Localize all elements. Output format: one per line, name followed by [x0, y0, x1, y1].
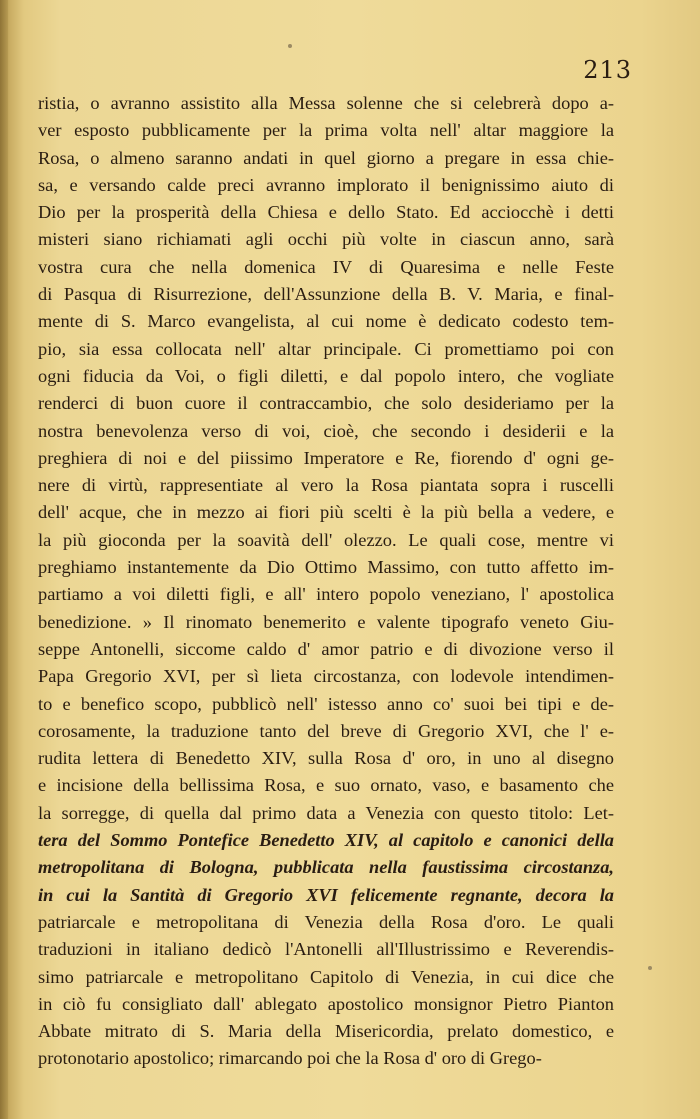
- text-line: in cui la Santità di Gregorio XVI felicemente regnante, decora la: [38, 884, 614, 905]
- text-line: traduzioni in italiano dedicò l'Antonelli all'Illustrissimo e Reverendis-: [38, 939, 614, 960]
- body-text: [38, 90, 614, 1073]
- text-line: vostra cura che nella domenica IV di Quaresima e nelle Feste: [38, 256, 614, 277]
- paper-speck: [648, 966, 652, 970]
- text-line: la più gioconda per la soavità dell' olezzo. Le quali cose, mentre vi: [38, 529, 614, 550]
- text-line: Papa Gregorio XVI, per sì lieta circostanza, con lodevole intendimen-: [38, 666, 614, 687]
- text-line: metropolitana di Bologna, pubblicata nella faustissima circostanza,: [38, 857, 614, 878]
- text-line: nostra benevolenza verso di voi, cioè, che secondo i desiderii e la: [38, 420, 614, 441]
- text-line: patriarcale e metropolitana di Venezia della Rosa d'oro. Le quali: [38, 911, 614, 932]
- text-line: Rosa, o almeno saranno andati in quel giorno a pregare in essa chie-: [38, 147, 614, 168]
- text-line: Dio per la prosperità della Chiesa e dello Stato. Ed acciocchè i detti: [38, 202, 614, 223]
- text-line: dell' acque, che in mezzo ai fiori più scelti è la più bella a vedere, e: [38, 502, 614, 523]
- page-binding-edge: [0, 0, 8, 1119]
- text-line: misteri siano richiamati agli occhi più volte in ciascun anno, sarà: [38, 229, 614, 250]
- text-line: Abbate mitrato di S. Maria della Misericordia, prelato domestico, e: [38, 1021, 614, 1042]
- text-line: ogni fiducia da Voi, o figli diletti, e dal popolo intero, che vogliate: [38, 365, 614, 386]
- text-line: seppe Antonelli, siccome caldo d' amor patrio e di divozione verso il: [38, 638, 614, 659]
- text-line: ver esposto pubblicamente per la prima volta nell' altar maggiore la: [38, 120, 614, 141]
- text-line: e incisione della bellissima Rosa, e suo ornato, vaso, e basamento che: [38, 775, 614, 796]
- text-line: mente di S. Marco evangelista, al cui nome è dedicato codesto tem-: [38, 311, 614, 332]
- text-line: simo patriarcale e metropolitano Capitolo di Venezia, in cui dice che: [38, 966, 614, 987]
- text-line: rudita lettera di Benedetto XIV, sulla Rosa d' oro, in uno al disegno: [38, 748, 614, 769]
- text-line: sa, e versando calde preci avranno implorato il benignissimo aiuto di: [38, 174, 614, 195]
- text-line: pio, sia essa collocata nell' altar principale. Ci promettiamo poi con: [38, 338, 614, 359]
- text-line: tera del Sommo Pontefice Benedetto XIV, al capitolo e canonici della: [38, 830, 614, 851]
- text-line: la sorregge, di quella dal primo data a Venezia con questo titolo: Let-: [38, 802, 614, 823]
- text-line: partiamo a voi diletti figli, e all' intero popolo veneziano, l' apostolica: [38, 584, 614, 605]
- text-line: nere di virtù, rappresentiate al vero la Rosa piantata sopra i ruscelli: [38, 475, 614, 496]
- text-line: to e benefico scopo, pubblicò nell' istesso anno co' suoi bei tipi e de-: [38, 693, 614, 714]
- text-line: benedizione. » Il rinomato benemerito e valente tipografo veneto Giu-: [38, 611, 614, 632]
- text-line: di Pasqua di Risurrezione, dell'Assunzione della B. V. Maria, e final-: [38, 284, 614, 305]
- page-number: 213: [583, 56, 632, 84]
- text-line: corosamente, la traduzione tanto del breve di Gregorio XVI, che l' e-: [38, 720, 614, 741]
- text-line: preghiera di noi e del piissimo Imperatore e Re, fiorendo d' ogni ge-: [38, 447, 614, 468]
- paper-speck: [288, 44, 292, 48]
- text-line: ristia, o avranno assistito alla Messa solenne che si celebrerà dopo a-: [38, 93, 614, 113]
- text-line: renderci di buon cuore il contraccambio, che solo desideriamo per la: [38, 393, 614, 414]
- text-line: protonotario apostolico; rimarcando poi che la Rosa d' oro di Grego-: [38, 1048, 542, 1069]
- text-line: preghiamo instantemente da Dio Ottimo Massimo, con tutto affetto im-: [38, 557, 614, 578]
- text-line: in ciò fu consigliato dall' ablegato apostolico monsignor Pietro Pianton: [38, 993, 614, 1014]
